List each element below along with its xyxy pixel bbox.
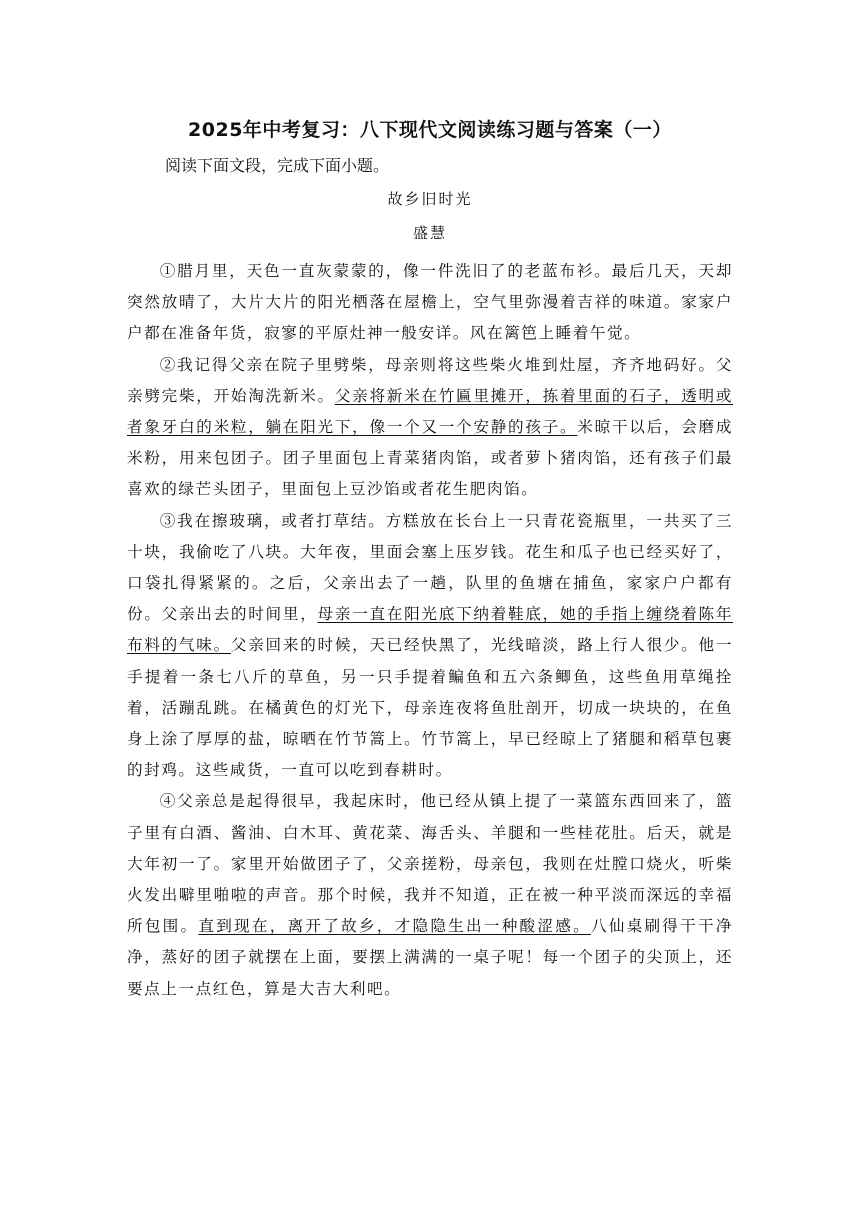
paragraph-1 (127, 256, 733, 350)
passage-title: 故乡旧时光 (387, 190, 473, 208)
paragraph-3 (127, 506, 733, 787)
document-title: 2025年中考复习：八下现代文阅读练习题与答案（一） (188, 119, 672, 141)
paragraph-2-text-before: ②我记得父亲在院子里劈柴，母亲则将这些柴火堆到灶屋，齐齐地码好。父亲劈完柴，开始淘洗新米。 (127, 355, 733, 405)
paragraph-2 (127, 350, 733, 506)
paragraph-3-text-after: 父亲回来的时候，天已经快黑了，光线暗淡，路上行人很少。他一手提着一条七八斤的草鱼，另一只手提着鳊鱼和五六条鲫鱼，这些鱼用草绳拴着，活蹦乱跳。在橘黄色的灯光下，母亲连夜将鱼肚剖开，切成一块块的，在鱼身上涂了厚厚的盐，晾晒在竹节篙上。竹节篙上，早已经晾上了猪腿和稻草包裹的封鸡。这些咸货，一直可以吃到春耕时。 (127, 636, 733, 780)
paragraph-4-text-after: 八仙桌刷得干干净净，蒸好的团子就摆在上面，要摆上满满的一桌子呢！每一个团子的尖顶上，还要点上一点红色，算是大吉大利吧。 (127, 917, 733, 998)
paragraph-4 (127, 786, 733, 1004)
paragraph-1-text: ①腊月里，天色一直灰蒙蒙的，像一件洗旧了的老蓝布衫。最后几天，天却突然放晴了，大片大片的阳光栖落在屋檐上，空气里弥漫着吉祥的味道。家家户户都在准备年货，寂寥的平原灶神一般安详。风在篱笆上睡着午觉。 (127, 262, 733, 343)
paragraph-3-underlined-sentence: 母亲一直在阳光底下纳着鞋底，她的手指上缠绕着陈年布料的气味。 (127, 605, 733, 655)
passage-body (127, 256, 733, 1005)
paragraph-4-text-before: ④父亲总是起得很早，我起床时，他已经从镇上提了一菜篮东西回来了，篮子里有白酒、酱油、白木耳、黄花菜、海舌头、羊腿和一些桂花肚。后天，就是大年初一了。家里开始做团子了，父亲搓粉，母亲包，我则在灶膛口烧火，听柴火发出噼里啪啦的声音。那个时候，我并不知道，正在被一种平淡而深远的幸福所包围。 (127, 792, 733, 936)
paragraph-2-underlined-sentence: 父亲将新米在竹匾里摊开，拣着里面的石子，透明或者象牙白的米粒，躺在阳光下，像一个又一个安静的孩子。 (127, 386, 733, 437)
paragraph-2-text-after: 米晾干以后，会磨成米粉，用来包团子。团子里面包上青菜猪肉馅，或者萝卜猪肉馅，还有孩子们最喜欢的绿芒头团子，里面包上豆沙馅或者花生肥肉馅。 (127, 418, 733, 499)
reading-instruction: 阅读下面文段，完成下面小题。 (165, 156, 390, 175)
paragraph-3-text-before: ③我在擦玻璃，或者打草结。方糕放在长台上一只青花瓷瓶里，一共买了三十块，我偷吃了八块。大年夜，里面会塞上压岁钱。花生和瓜子也已经买好了，口袋扎得紧紧的。之后，父亲出去了一趟，队里的鱼塘在捕鱼，家家户户都有份。父亲出去的时间里， (127, 511, 733, 624)
paragraph-4-underlined-sentence: 直到现在，离开了故乡，才隐隐生出一种酸涩感。 (198, 917, 591, 936)
passage-author: 盛慧 (412, 224, 447, 242)
